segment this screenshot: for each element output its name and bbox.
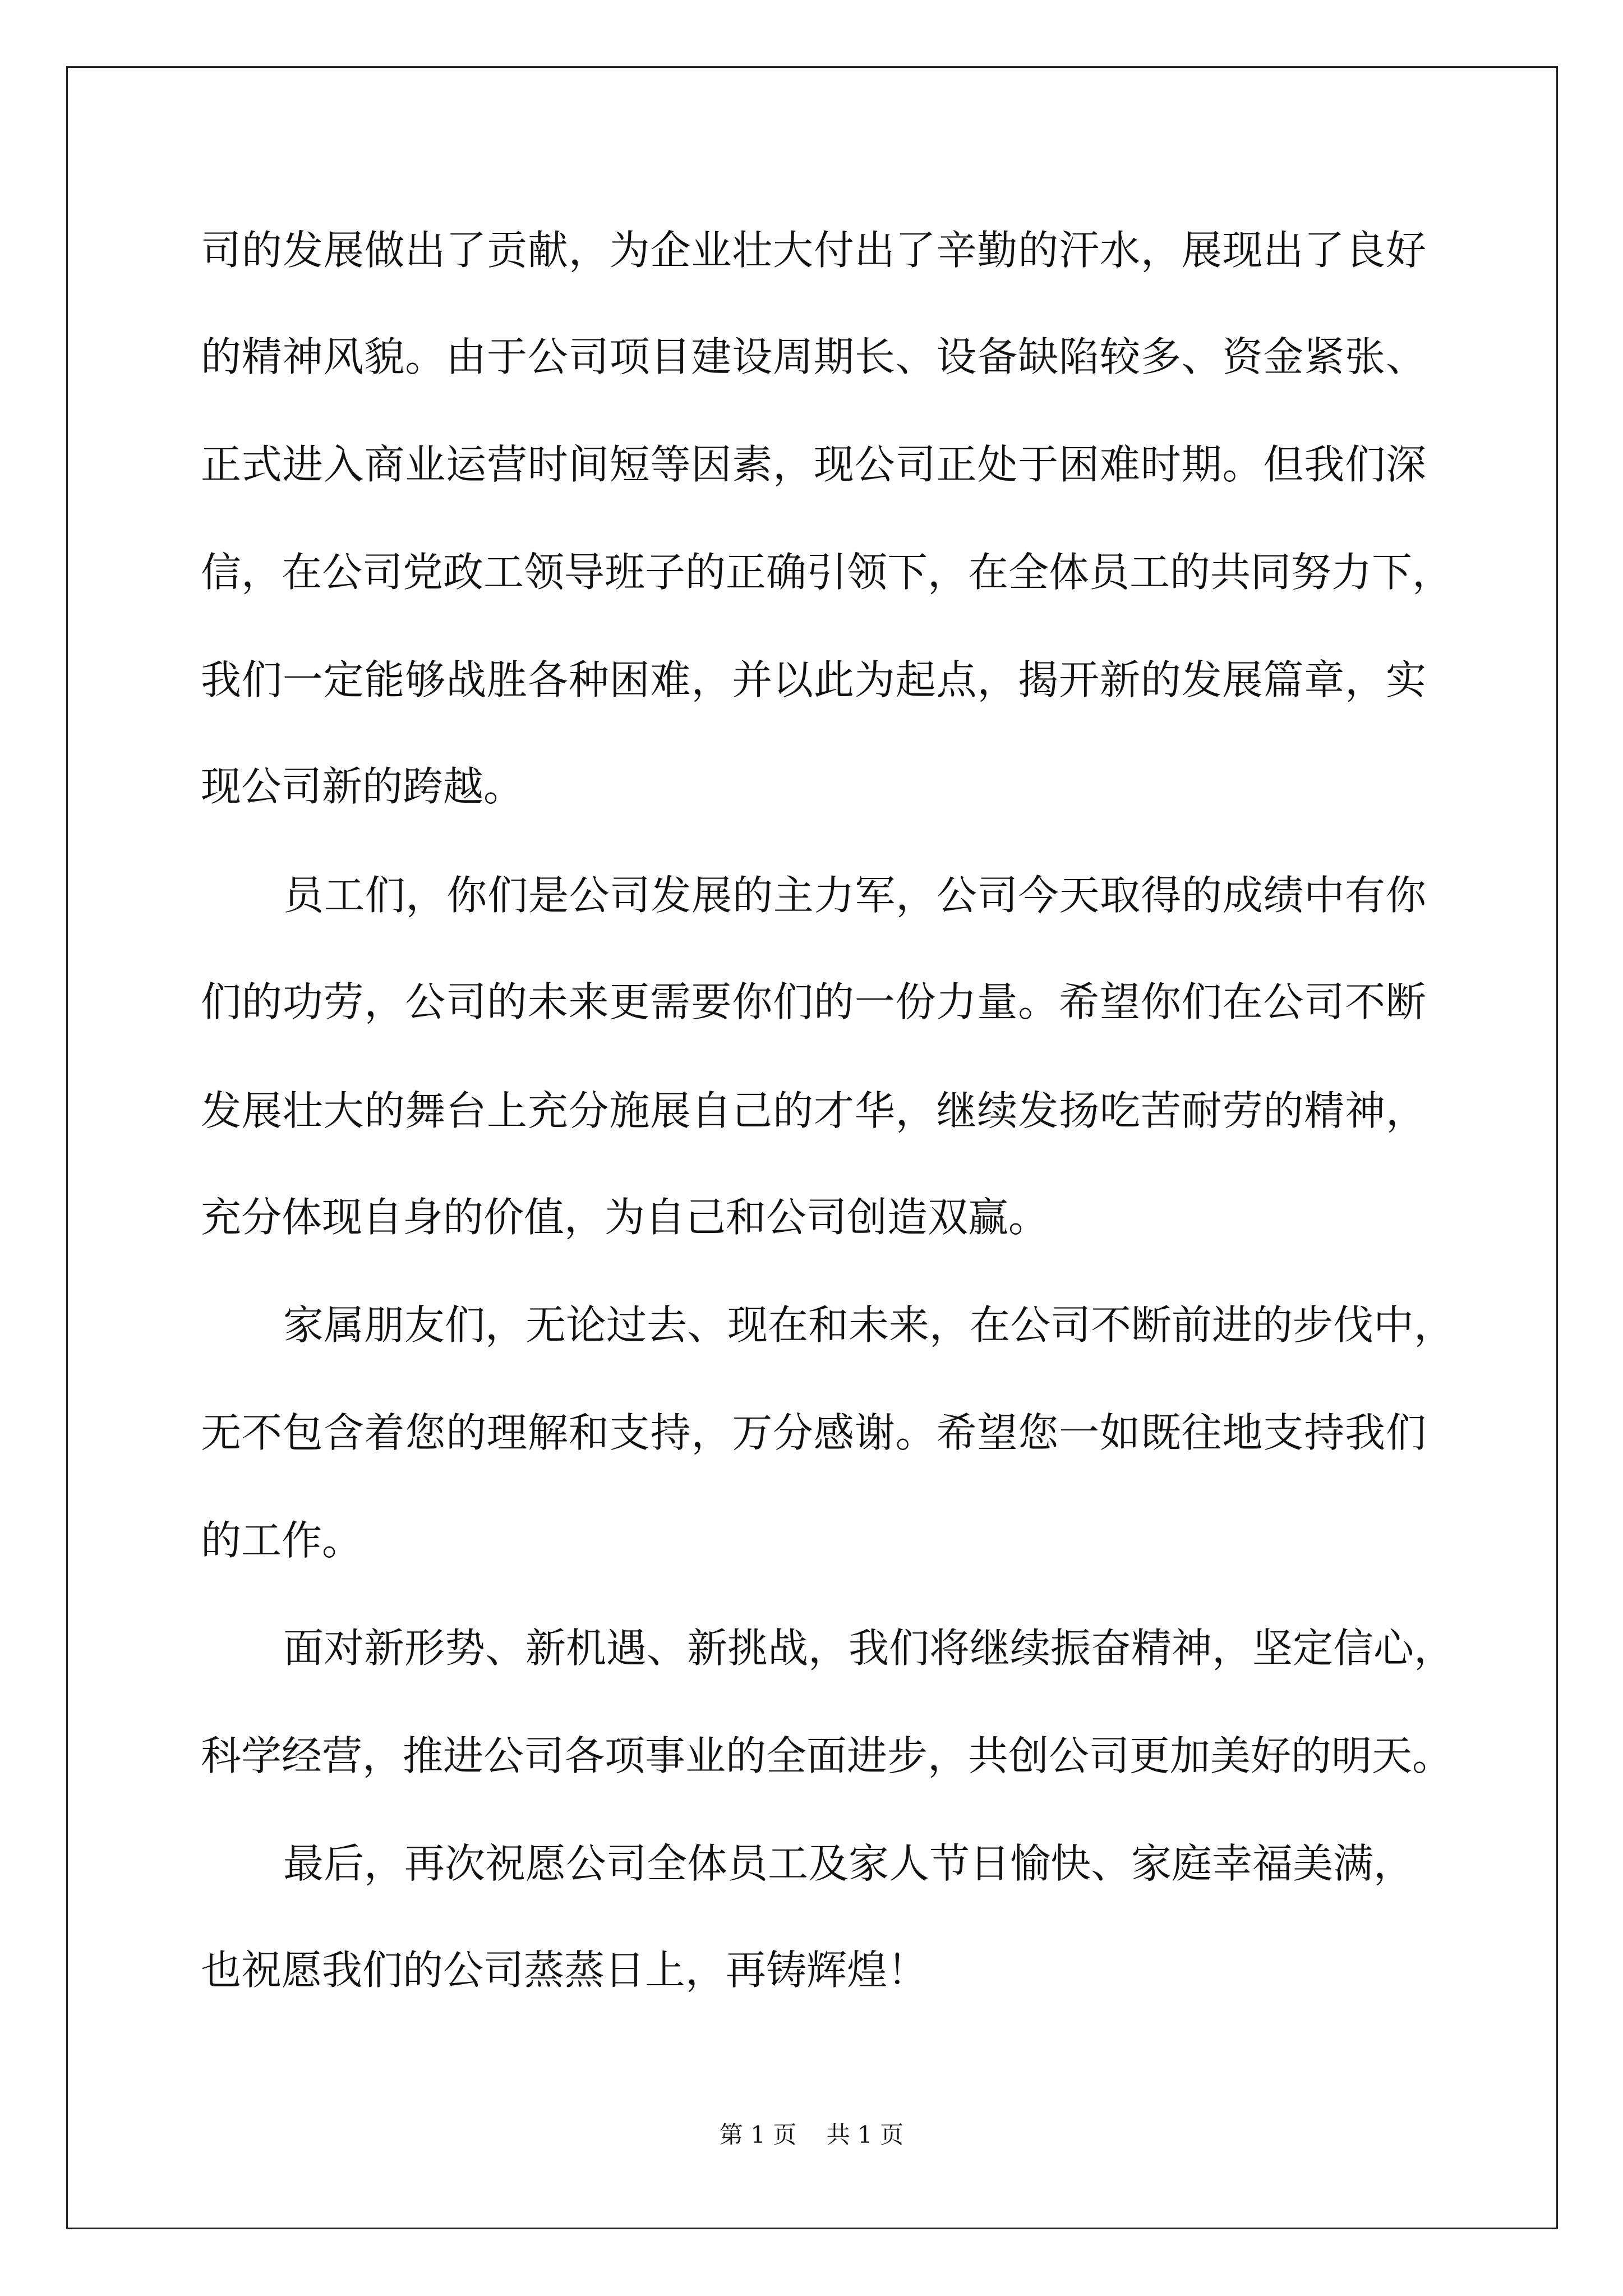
body-text-line: 科学经营，推进公司各项事业的全面进步，共创公司更加美好的明天。 (201, 1732, 1453, 1779)
paragraph-first-line: 家属朋友们，无论过去、现在和未来，在公司不断前进的步伐中， (283, 1301, 1455, 1349)
page-number-footer: 第 1 页 共 1 页 (719, 2121, 904, 2148)
body-text-line: 无不包含着您的理解和支持，万分感谢。希望您一如既往地支持我们 (201, 1409, 1426, 1456)
body-text-line: 现公司新的跨越。 (201, 763, 524, 810)
body-text-line: 的精神风貌。由于公司项目建设周期长、设备缺陷较多、资金紧张、 (201, 333, 1426, 380)
body-text-line: 正式进入商业运营时间短等因素，现公司正处于困难时期。但我们深 (201, 441, 1426, 488)
body-text-line: 们的功劳，公司的未来更需要你们的一份力量。希望你们在公司不断 (201, 978, 1426, 1025)
body-text-line: 司的发展做出了贡献，为企业壮大付出了辛勤的汗水，展现出了良好 (201, 227, 1426, 274)
page-border (66, 66, 1558, 2229)
paragraph-first-line: 员工们，你们是公司发展的主力军，公司今天取得的成绩中有你 (283, 872, 1426, 919)
paragraph-first-line: 面对新形势、新机遇、新挑战，我们将继续振奋精神，坚定信心， (283, 1625, 1455, 1672)
body-text-line: 的工作。 (201, 1517, 363, 1564)
body-text-line: 发展壮大的舞台上充分施展自己的才华，继续发扬吃苦耐劳的精神， (201, 1087, 1426, 1134)
body-text-line: 我们一定能够战胜各种困难，并以此为起点，揭开新的发展篇章，实 (201, 656, 1426, 703)
body-text-line: 信，在公司党政工领导班子的正确引领下，在全体员工的共同努力下， (201, 549, 1453, 596)
body-text-line: 充分体现自身的价值，为自己和公司创造双赢。 (201, 1194, 1049, 1241)
body-text-line: 也祝愿我们的公司蒸蒸日上，再铸辉煌！ (201, 1947, 928, 1994)
paragraph-first-line: 最后，再次祝愿公司全体员工及家人节日愉快、家庭幸福美满， (283, 1840, 1414, 1887)
